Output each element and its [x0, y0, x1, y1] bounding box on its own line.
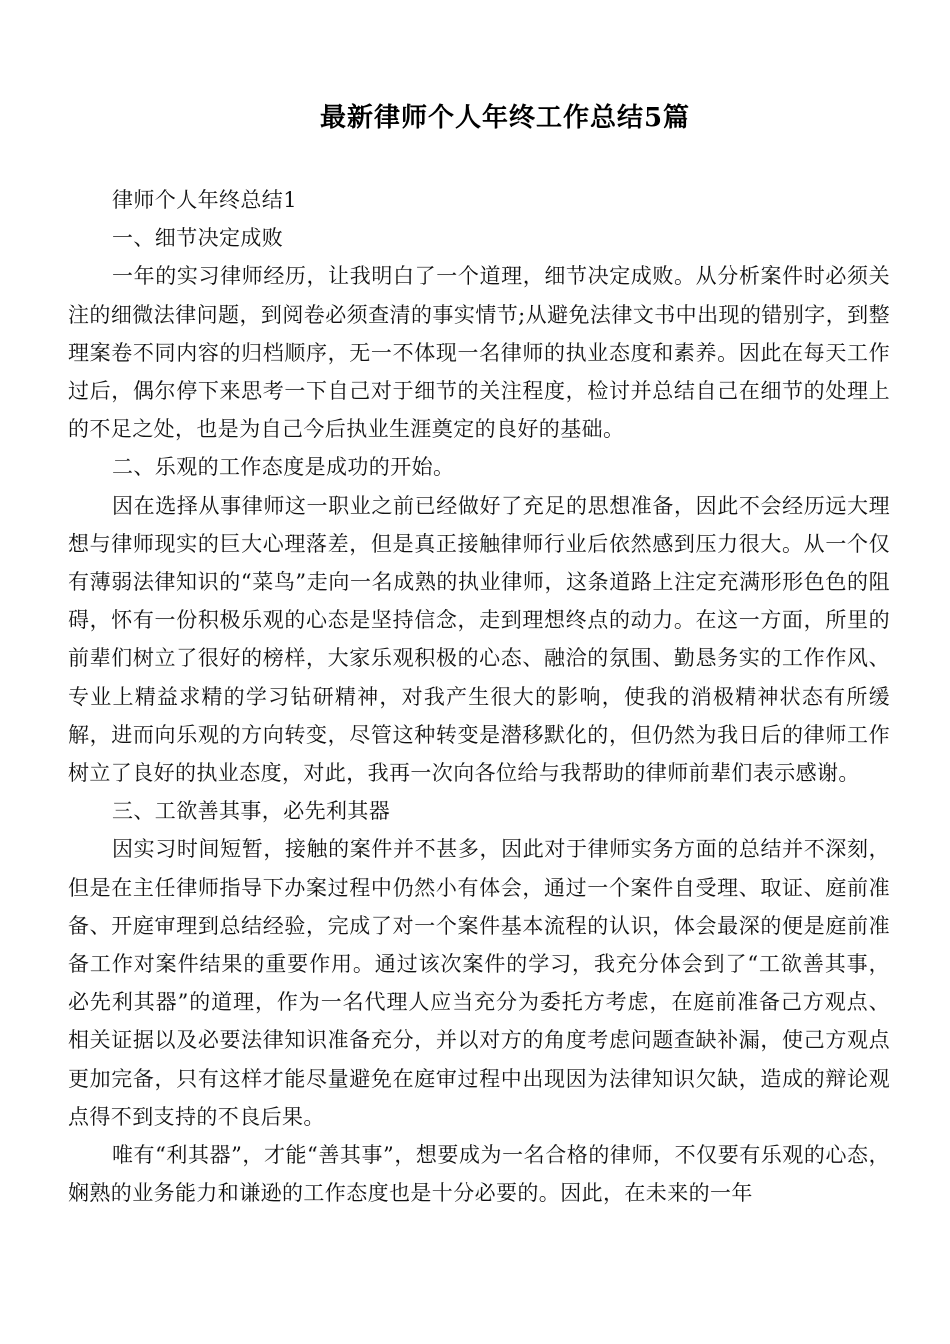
paragraph: 唯有“利其器”，才能“善其事”，想要成为一名合格的律师，不仅要有乐观的心态，娴熟的业务能力和谦逊的工作态度也是十分必要的。因此，在未来的一年 — [68, 1143, 890, 1206]
subsection-heading: 二、乐观的工作态度是成功的开始。 — [112, 455, 455, 480]
document-body — [68, 181, 890, 1212]
document-title: 最新律师个人年终工作总结5篇 — [319, 103, 691, 133]
section-heading: 律师个人年终总结1 — [112, 188, 297, 212]
paragraph: 因实习时间短暂，接触的案件并不甚多，因此对于律师实务方面的总结并不深刻，但是在主任律师指导下办案过程中仍然小有体会，通过一个案件自受理、取证、庭前准备、开庭审理到总结经验，完成了对一个案件基本流程的认识，体会最深的便是庭前准备工作对案件结果的重要作用。通过该次案件的学习，我充分体会到了“工欲善其事，必先利其器”的道理，作为一名代理人应当充分为委托方考虑，在庭前准备己方观点、相关证据以及必要法律知识准备充分，并以对方的角度考虑问题查缺补漏，使己方观点更加完备，只有这样才能尽量避免在庭审过程中出现因为法律知识欠缺，造成的辩论观点得不到支持的不良后果。 — [68, 837, 890, 1129]
subsection-heading: 三、工欲善其事，必先利其器 — [112, 799, 391, 824]
subsection-heading: 一、细节决定成败 — [112, 226, 284, 251]
paragraph: 因在选择从事律师这一职业之前已经做好了充足的思想准备，因此不会经历远大理想与律师现实的巨大心理落差，但是真正接触律师行业后依然感到压力很大。从一个仅有薄弱法律知识的“菜鸟”走向一名成熟的执业律师，这条道路上注定充满形形色色的阻碍，怀有一份积极乐观的心态是坚持信念，走到理想终点的动力。在这一方面，所里的前辈们树立了很好的榜样，大家乐观积极的心态、融洽的氛围、勤恳务实的工作作风、专业上精益求精的学习钻研精神，对我产生很大的影响，使我的消极精神状态有所缓解，进而向乐观的方向转变，尽管这种转变是潜移默化的，但仍然为我日后的律师工作树立了良好的执业态度，对此，我再一次向各位给与我帮助的律师前辈们表示感谢。 — [68, 493, 890, 786]
paragraph: 一年的实习律师经历，让我明白了一个道理，细节决定成败。从分析案件时必须关注的细微法律问题，到阅卷必须查清的事实情节;从避免法律文书中出现的错别字，到整理案卷不同内容的归档顺序，无一不体现一名律师的执业态度和素养。因此在每天工作过后，偶尔停下来思考一下自己对于细节的关注程度，检讨并总结自己在细节的处理上的不足之处，也是为自己今后执业生涯奠定的良好的基础。 — [68, 264, 890, 442]
